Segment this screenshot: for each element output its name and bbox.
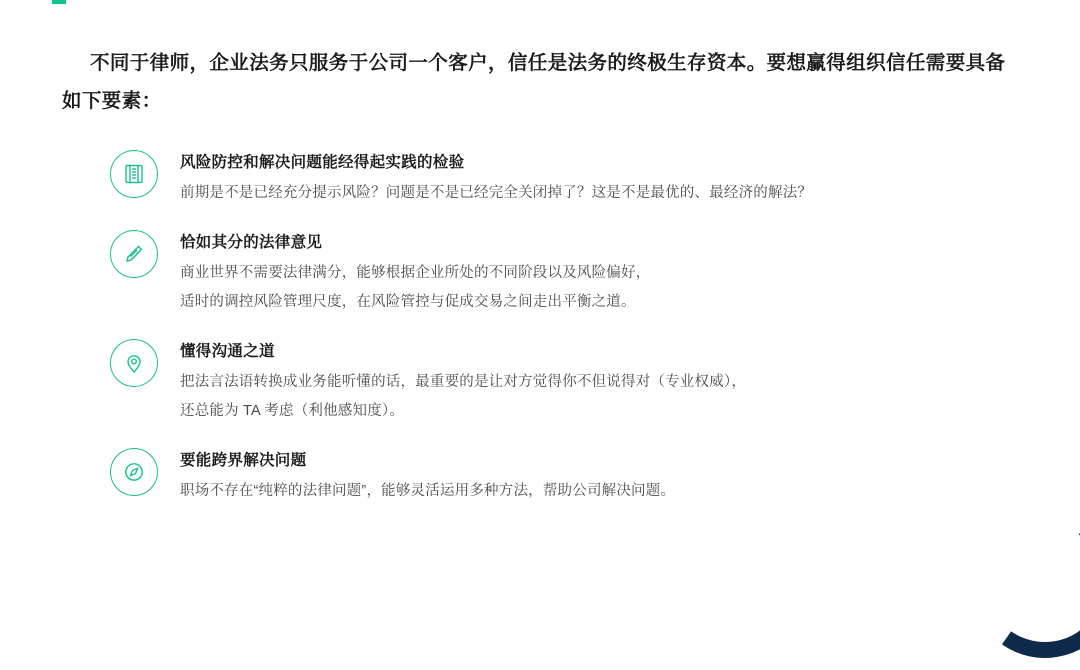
list-item-description-line: 前期是不是已经充分提示风险？问题是不是已经完全关闭掉了？这是不是最优的、最经济的解法？ <box>180 185 813 201</box>
bullet-list <box>110 148 1030 506</box>
list-item-description <box>180 179 812 208</box>
list-item-description <box>180 368 746 426</box>
list-item-texts <box>180 446 675 506</box>
list-item-texts <box>180 148 812 208</box>
list-item <box>110 337 1030 426</box>
list-item-description-line: 还总能为 TA 考虑（利他感知度）。 <box>180 403 405 419</box>
list-item-title: 要能跨界解决问题 <box>180 452 307 469</box>
decorative-corner-bottom-right <box>958 496 1080 670</box>
list-item-description <box>180 259 650 317</box>
list-item-description-line: 商业世界不需要法律满分，能够根据企业所处的不同阶段以及风险偏好， <box>180 265 651 281</box>
page-title <box>62 44 1022 120</box>
compass-icon <box>110 448 158 496</box>
list-item-description <box>180 477 675 506</box>
list-item-description-line: 职场不存在“纯粹的法律问题”，能够灵活运用多种方法，帮助公司解决问题。 <box>180 483 676 499</box>
building-icon <box>110 150 158 198</box>
list-item <box>110 228 1030 317</box>
list-item-texts <box>180 337 746 426</box>
list-item <box>110 148 1030 208</box>
list-item-title: 恰如其分的法律意见 <box>180 234 323 251</box>
page-title-text: 不同于律师，企业法务只服务于公司一个客户，信任是法务的终极生存资本。要想赢得组织信任需要具备如下要素： <box>62 52 1006 112</box>
list-item <box>110 446 1030 506</box>
list-item-description-line: 把法言法语转换成业务能听懂的话，最重要的是让对方觉得你不但说得对（专业权威）， <box>180 374 747 390</box>
list-item-title: 懂得沟通之道 <box>180 343 275 360</box>
pencil-edit-icon <box>110 230 158 278</box>
list-item-texts <box>180 228 650 317</box>
list-item-title: 风险防控和解决问题能经得起实践的检验 <box>180 154 465 171</box>
list-item-description-line: 适时的调控风险管理尺度，在风险管控与促成交易之间走出平衡之道。 <box>180 294 636 310</box>
location-pin-icon <box>110 339 158 387</box>
